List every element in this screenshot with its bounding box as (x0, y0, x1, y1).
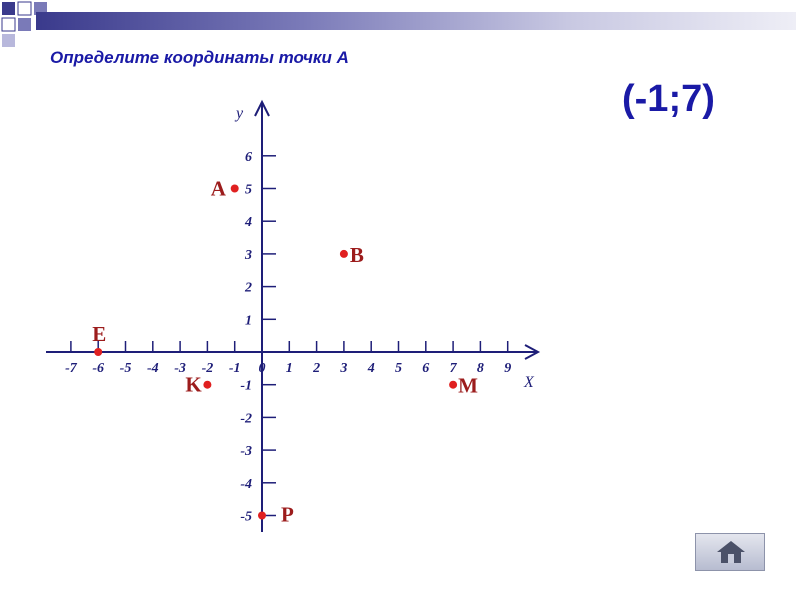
y-axis-label: y (236, 105, 244, 122)
point-m (449, 381, 457, 389)
y-tick-label: 6 (245, 149, 252, 165)
y-tick-label: 1 (245, 313, 252, 329)
y-tick-label: -5 (240, 509, 252, 525)
point-p (258, 512, 266, 520)
x-tick-label: 7 (449, 361, 457, 376)
point-b (340, 250, 348, 258)
x-tick-label: 4 (367, 361, 375, 376)
x-tick-label: -4 (146, 361, 159, 376)
y-tick-label: 3 (245, 247, 252, 263)
home-icon (716, 540, 746, 564)
point-label-k: K (185, 372, 202, 397)
point-label-b: B (349, 242, 364, 267)
y-tick-label: -2 (240, 411, 252, 427)
slide-title: Определите координаты точки А (50, 48, 349, 67)
y-tick-label: -3 (240, 444, 252, 460)
home-button[interactable] (695, 533, 765, 571)
x-tick-label: 6 (422, 361, 430, 376)
x-tick-label: -2 (201, 361, 214, 376)
x-tick-label: 5 (395, 361, 402, 376)
x-tick-label: 3 (340, 361, 348, 376)
x-tick-label: -3 (174, 361, 186, 376)
point-a (231, 185, 239, 193)
y-tick-label: 2 (245, 280, 252, 296)
x-tick-label: -1 (228, 361, 241, 376)
point-e (94, 348, 102, 356)
y-tick-label: 5 (245, 182, 252, 198)
point-k (203, 381, 211, 389)
x-tick-label: 2 (313, 361, 321, 376)
x-tick-label: 1 (285, 361, 293, 376)
answer-text: (-1;7) (622, 78, 715, 120)
x-tick-label: 0 (258, 361, 266, 376)
y-tick-label: -4 (240, 476, 252, 492)
point-label-e: E (92, 322, 107, 346)
point-label-p: P (281, 502, 294, 527)
x-tick-label: 9 (504, 361, 512, 376)
x-tick-label: -5 (119, 361, 132, 376)
point-label-m: M (458, 373, 478, 398)
x-axis-label: X (524, 374, 534, 391)
x-tick-label: 8 (476, 361, 484, 376)
y-tick-label: -1 (240, 378, 252, 394)
x-tick-label: -7 (65, 361, 77, 376)
y-tick-label: 4 (245, 215, 252, 231)
x-tick-label: -6 (92, 361, 105, 376)
point-label-a: A (210, 176, 226, 201)
